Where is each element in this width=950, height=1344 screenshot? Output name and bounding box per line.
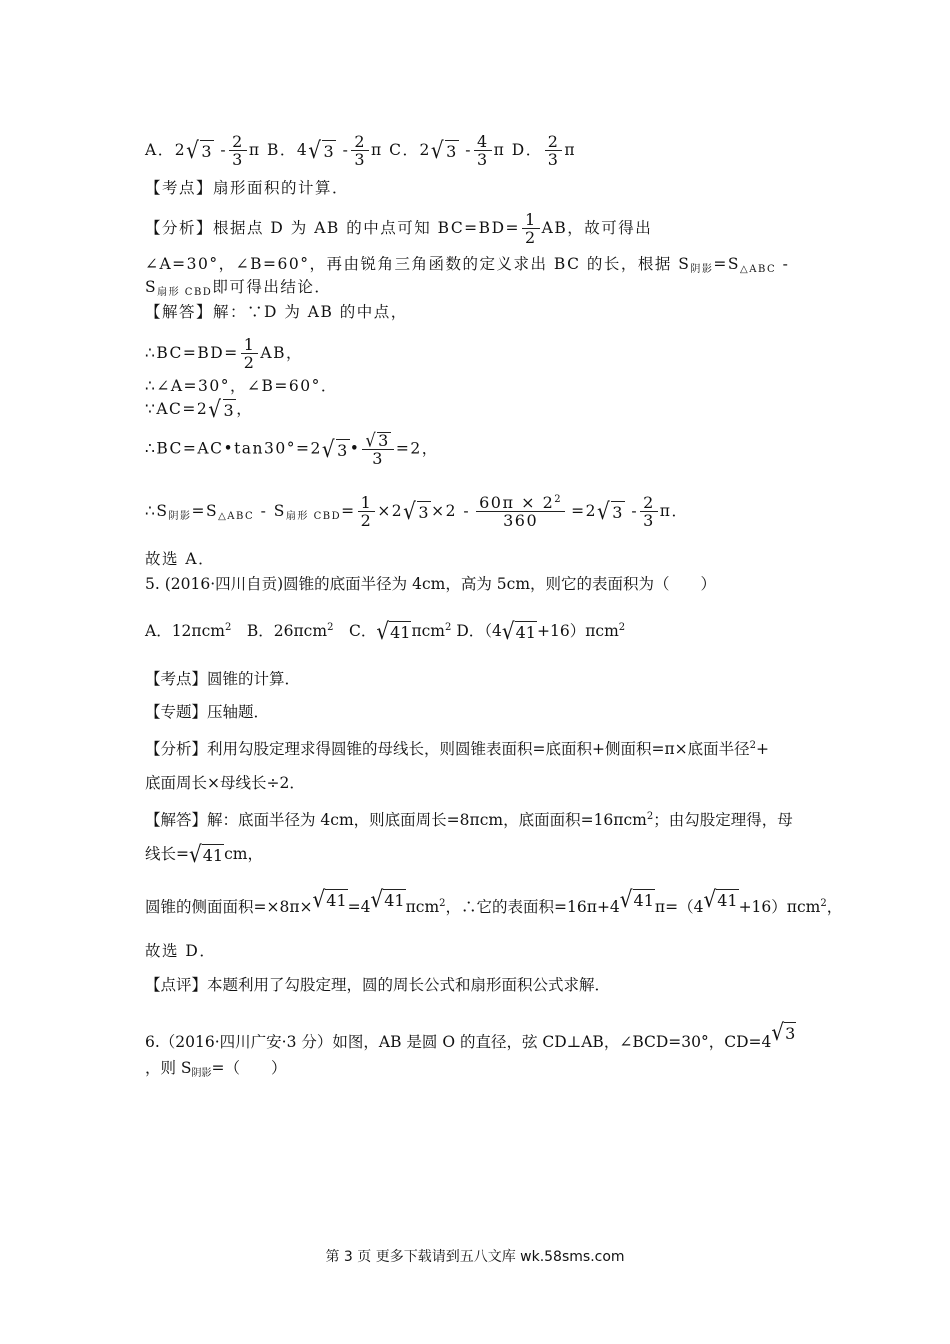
sqrt-b: √3 [308,136,336,164]
q4-jieda-2: ∴BC=BD= $\frac{1}{2}$ AB， [145,335,303,372]
q4-kaodian: 【考点】扇形面积的计算． [145,179,350,197]
q5-jieda-1: 【解答】解：底面半径为 4cm，则底面周长=8πcm，底面面积=16πcm$^2$；由勾股定理得，母 [145,811,793,829]
sqrt-jieda6-1: √3 [403,497,431,525]
q4-jieda-3: ∴∠A=30°，∠B=60°． [145,377,338,395]
frac-jieda2: $\frac{1}{2}$ [241,337,259,371]
frac-c: $\frac{4}{3}$ [474,134,492,168]
frac-jieda6-2: $\frac{60\pi \times 2^2}{360}$ [476,495,565,529]
sqrt-q5-c: √41 [376,617,411,645]
q5-options: A．12πcm$^2$ B．26πcm$^2$ C．√41πcm$^2$ D．（4√41+16）πcm$^2$ [145,617,626,645]
frac-a: $\frac{2}{3}$ [229,134,247,168]
q5-zhuanti: 【专题】压轴题． [145,703,270,721]
sqrt-jieda4: √3 [208,395,236,423]
q6-stem-line2: ，则 $S_{阴影}=$（ ） [145,1059,287,1079]
q5-stem: 5. (2016·四川自贡)圆锥的底面半径为 4cm，高为 5cm，则它的表面积为（ ） [145,575,717,593]
sqrt-q5-jieda2: √41 [189,840,224,868]
frac-fenxi: $\frac{1}{2}$ [522,212,540,246]
sqrt-q5-jieda3-4: √41 [703,885,738,913]
q4-fenxi-line3: $S_{扇形 CBD}$即可得出结论． [145,278,332,298]
q5-fenxi-line1: 【分析】利用勾股定理求得圆锥的母线长，则圆锥表面积=底面积+侧面积=π×底面半径$^2$+ [145,740,770,758]
q4-fenxi-line1: 【分析】根据点 D 为 AB 的中点可知 BC=BD= $\frac{1}{2}$ AB，故可得出 [145,210,653,247]
q4-answer: 故选 A． [145,550,216,568]
q6-stem-line1: 6.（2016·四川广安·3 分）如图，AB 是圆 O 的直径，弦 CD⊥AB，∠BCD=30°，CD=4√3 [145,1018,796,1051]
q5-fenxi-line2: 底面周长×母线长÷2． [145,774,305,792]
sqrt-q5-d: √41 [501,617,536,645]
sqrt-a: √3 [186,136,213,164]
frac-jieda6-3: $\frac{2}{3}$ [640,495,658,529]
q5-kaodian: 【考点】圆锥的计算． [145,670,301,688]
sqrt-q5-jieda3-2: √41 [370,885,405,913]
frac-jieda5: $\frac{√3}{3}$ [362,432,393,467]
q5-answer: 故选 D． [145,942,217,960]
q4-jieda-4: ∵AC=2√3， [145,395,254,423]
q4-options: A．2√3 - $\frac{2}{3}$ π B．4√3 - $\frac{2}{3}$ π C．2√3 - $\frac{4}{3}$ π D． $\frac{2}{3}$ π [145,132,577,169]
frac-d: $\frac{2}{3}$ [545,134,563,168]
sqrt-jieda6-2: √3 [597,497,624,525]
sqrt-jieda5: √3 [321,434,349,463]
sqrt-q5-jieda3-3: √41 [619,885,654,913]
q4-jieda-6: $\therefore S_{阴影}=S_{\triangle ABC} - S_{扇形 CBD}=$ $\frac{1}{2}$ ×2√3×2 - $\frac{60\pi \times 2^2}{360}$ =2√3 - $\frac{2}{3}$ π． [145,493,689,530]
frac-b: $\frac{2}{3}$ [351,134,369,168]
sqrt-q6: √3 [771,1018,796,1046]
q5-dianping: 【点评】本题利用了勾股定理，圆的周长公式和扇形面积公式求解． [145,976,611,994]
q5-jieda-3: 圆锥的侧面面积=×8π×√41=4√41πcm$^2$，∴它的表面积=16π+4√41π=（4√41+16）πcm$^2$， [145,885,843,916]
sqrt-c: √3 [430,136,458,164]
q4-fenxi-line2: ∠A=30°，∠B=60°，再由锐角三角函数的定义求出 BC 的长，根据 $S_{阴影}=S_{\triangle ABC}$ - [145,255,790,275]
frac-jieda6-1: $\frac{1}{2}$ [358,495,376,529]
q4-jieda-5: ∴BC=AC•tan30°=2√3• $\frac{√3}{3}$ =2， [145,429,439,468]
page-footer: 第 3 页 更多下载请到五八文库 wk.58sms.com [325,1249,625,1265]
sqrt-q5-jieda3-1: √41 [312,885,347,913]
q5-jieda-2: 线长=√41cm， [145,840,263,868]
q4-jieda-1: 【解答】解：∵D 为 AB 的中点， [145,303,408,321]
